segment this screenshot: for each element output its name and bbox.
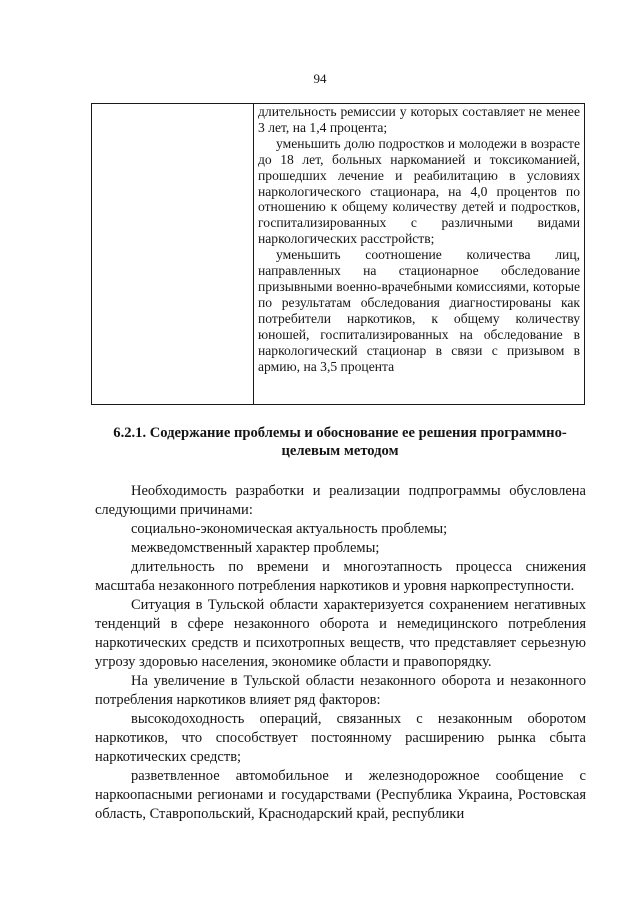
paragraph: На увеличение в Тульской области незаконного оборота и незаконного потребления наркотиков влияет ряд факторов: (95, 673, 586, 708)
paragraph: Ситуация в Тульской области характеризуется сохранением негативных тенденций в сфере незаконного оборота и немедицинского потребления наркотических средств и психотропных веществ, что представляет серьезную угрозу здоровью населения, экономике области и правопорядку. (95, 597, 586, 670)
page-number: 94 (313, 71, 327, 86)
table-column-divider (253, 104, 254, 404)
paragraph: межведомственный характер проблемы; (131, 540, 380, 556)
table-text-item: длительность ремиссии у которых составляет не менее 3 лет, на 1,4 процента; (258, 104, 580, 135)
paragraph: социально-экономическая актуальность проблемы; (131, 521, 448, 537)
section-heading: 6.2.1. Содержание проблемы и обоснование ее решения программно-целевым методом (113, 425, 567, 459)
table-text-item: уменьшить соотношение количества лиц, направленных на стационарное обследование призывными военно-врачебными комиссиями, которые по результатам обследования диагностированы как потребители наркотиков, к общему количеству юношей, госпитализированных на обследование в наркологический стационар в связи с призывом в армию, на 3,5 процента (258, 247, 580, 374)
targets-table (91, 103, 585, 405)
paragraph: высокодоходность операций, связанных с незаконным оборотом наркотиков, что способствует постоянному расширению рынка сбыта наркотических средств; (95, 711, 586, 765)
body-text (95, 482, 586, 824)
paragraph: Необходимость разработки и реализации подпрограммы обусловлена следующими причинами: (95, 483, 586, 518)
table-right-cell (258, 104, 580, 374)
paragraph: разветвленное автомобильное и железнодорожное сообщение с наркоопасными регионами и государствами (Республика Украина, Ростовская область, Ставропольский, Краснодарский край, республики (95, 768, 586, 822)
table-text-item: уменьшить долю подростков и молодежи в возрасте до 18 лет, больных наркоманией и токсикоманией, прошедших лечение и реабилитацию в условиях наркологического стационара, на 4,0 процентов по отношению к общему количеству детей и подростков, госпитализированных с различными видами наркологических расстройств; (258, 135, 580, 247)
paragraph: длительность по времени и многоэтапность процесса снижения масштаба незаконного потребления наркотиков и уровня наркопреступности. (95, 559, 586, 594)
